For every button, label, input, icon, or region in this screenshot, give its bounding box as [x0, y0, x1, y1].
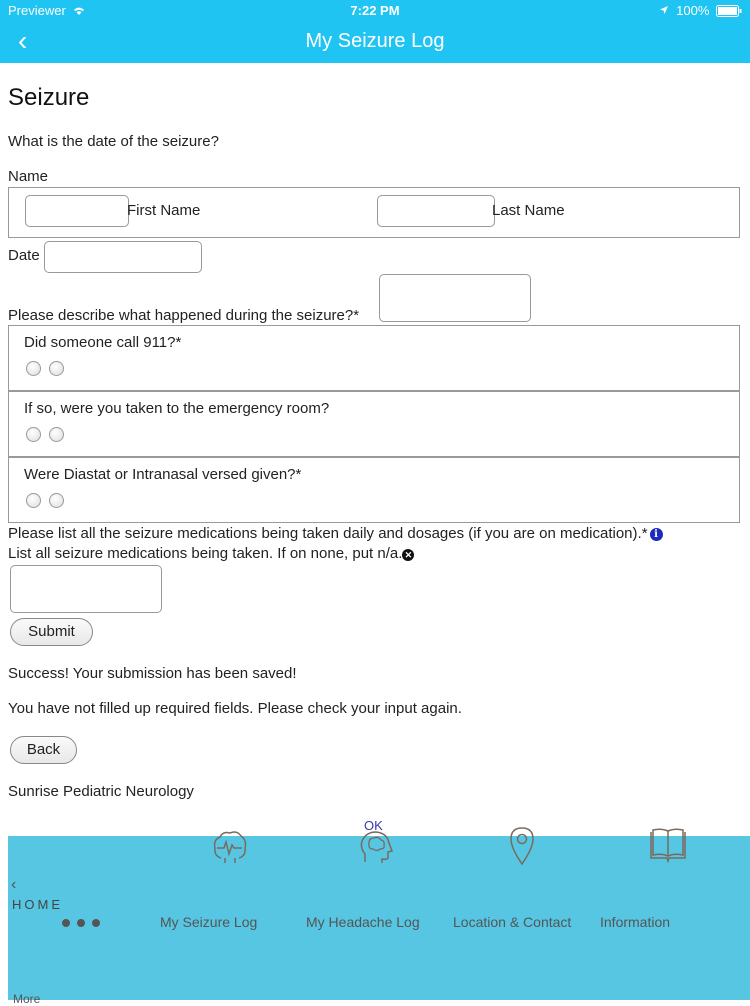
radio-er-yes[interactable]: [26, 427, 41, 442]
question-911-label: Did someone call 911?*: [24, 334, 182, 351]
home-label[interactable]: HOME: [12, 897, 63, 912]
date-question: What is the date of the seizure?: [8, 133, 219, 150]
tab-location-contact[interactable]: Location & Contact: [453, 914, 572, 930]
battery-icon: [716, 5, 742, 17]
describe-label: Please describe what happened during the seizure?*: [8, 307, 360, 324]
tab-my-headache-log[interactable]: My Headache Log: [306, 914, 420, 930]
more-label[interactable]: More: [13, 992, 41, 1006]
status-bar: [0, 0, 750, 22]
date-input[interactable]: [44, 241, 202, 273]
status-time: 7:22 PM: [350, 3, 400, 18]
carrier-label: Previewer: [8, 3, 86, 18]
location-arrow-icon: [659, 5, 669, 15]
last-name-label: Last Name: [492, 202, 565, 219]
book-icon[interactable]: [649, 826, 687, 864]
question-diastat-label: Were Diastat or Intranasal versed given?*: [24, 466, 302, 483]
date-label: Date: [8, 247, 40, 264]
footer-tab-bar: [8, 818, 750, 1006]
tab-information[interactable]: Information: [600, 914, 671, 930]
battery-percent: 100%: [676, 3, 710, 18]
back-chevron-icon[interactable]: ‹: [18, 25, 28, 56]
more-dots-icon[interactable]: [61, 918, 103, 928]
head-brain-icon[interactable]: [357, 830, 393, 866]
info-icon[interactable]: i: [650, 528, 663, 541]
back-button[interactable]: Back: [10, 736, 77, 764]
org-name: Sunrise Pediatric Neurology: [8, 783, 194, 800]
tab-my-seizure-log[interactable]: My Seizure Log: [160, 914, 258, 930]
question-er: [8, 391, 740, 457]
meds-error-label: List all seizure medications being taken. If on none, put n/a.: [8, 545, 403, 562]
error-x-icon: ✕: [402, 549, 414, 561]
name-fieldset: [8, 187, 740, 238]
form-heading: Seizure: [8, 84, 90, 111]
question-911: [8, 325, 740, 391]
meds-question: [8, 525, 663, 542]
radio-er-no[interactable]: [49, 427, 64, 442]
nav-bar: [0, 22, 750, 63]
first-name-label: First Name: [127, 202, 201, 219]
success-message: Success! Your submission has been saved!: [8, 665, 297, 682]
radio-911-no[interactable]: [49, 361, 64, 376]
status-right: [659, 3, 743, 18]
home-back-chevron-icon[interactable]: ‹: [11, 876, 17, 893]
radio-911-yes[interactable]: [26, 361, 41, 376]
brain-pulse-icon[interactable]: [211, 828, 249, 864]
meds-error: [8, 545, 414, 562]
error-message: You have not filled up required fields. Please check your input again.: [8, 700, 462, 717]
meds-label: Please list all the seizure medications being taken daily and dosages (if you are on medication).*: [8, 525, 648, 542]
question-er-label: If so, were you taken to the emergency room?: [24, 400, 330, 417]
last-name-input[interactable]: [377, 195, 495, 227]
radio-diastat-no[interactable]: [49, 493, 64, 508]
question-diastat: [8, 457, 740, 523]
ok-label[interactable]: OK: [364, 818, 383, 833]
name-label: Name: [8, 168, 49, 185]
page-title: My Seizure Log: [305, 30, 445, 52]
meds-textarea[interactable]: [10, 565, 162, 613]
radio-diastat-yes[interactable]: [26, 493, 41, 508]
location-pin-icon[interactable]: [509, 826, 535, 866]
submit-button[interactable]: Submit: [10, 618, 93, 646]
describe-textarea[interactable]: [379, 274, 531, 322]
first-name-input[interactable]: [25, 195, 129, 227]
